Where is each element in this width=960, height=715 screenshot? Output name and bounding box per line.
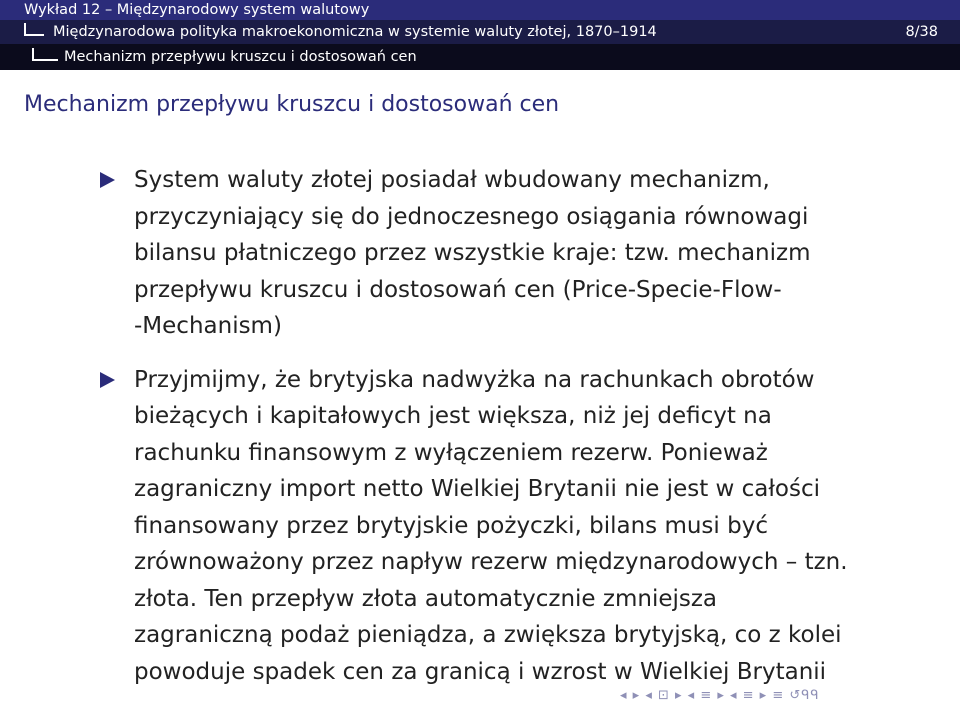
bullet-item [100,362,900,691]
bullet-list [100,162,900,707]
page-number: 8/38 [905,24,938,40]
bullet-line: Przyjmijmy, że brytyjska nadwyżka na rachunkach obrotów [134,366,815,393]
bullet-arrow-icon [100,172,115,188]
bullet-line: przepływu kruszcu i dostosowań cen (Price-Specie-Flow- [134,276,782,303]
header-section-title: Wykład 12 – Międzynarodowy system walutowy [24,2,370,18]
tree-hook-icon [32,48,58,61]
header-subsubsection-title: Mechanizm przepływu kruszcu i dostosowań cen [64,49,417,65]
bullet-line: zagraniczną podaż pieniądza, a zwiększa brytyjską, co z kolei [134,622,842,648]
bullet-line: System waluty złotej posiadał wbudowany mechanizm, [134,167,770,193]
bullet-line: złota. Ten przepływ złota automatycznie zmniejsza [134,585,718,612]
bullet-line: bilansu płatniczego przez wszystkie kraje: tzw. mechanizm [134,240,811,266]
header-subsection-bar [0,20,960,44]
bullet-line: zrównoważony przez napływ rezerw międzynarodowych – tzn. [134,549,848,575]
header-subsubsection-bar [0,44,960,70]
bullet-line: powoduje spadek cen za granicą i wzrost w Wielkiej Brytanii [134,658,827,685]
bullet-line: bieżących i kapitałowych jest większa, niż jej deficyt na [134,403,772,429]
bullet-line: rachunku finansowym z wyłączeniem rezerw. Ponieważ [134,439,768,466]
header-subsection-title: Międzynarodowa polityka makroekonomiczna w systemie waluty złotej, 1870–1914 [53,24,657,40]
bullet-line: -Mechanism) [134,313,282,339]
header-section-bar [0,0,960,20]
bullet-line: przyczyniający się do jednoczesnego osiągania równowagi [134,203,809,230]
navigation-symbols[interactable]: ◂ ▸ ◂ ⊡ ▸ ◂ ≡ ▸ ◂ ≡ ▸ ≡ ↺ᑫᑫ [620,688,820,703]
bullet-line: finansowany przez brytyjskie pożyczki, bilans musi być [134,512,768,539]
slide-title: Mechanizm przepływu kruszcu i dostosowań cen [24,92,560,117]
bullet-line: zagraniczny import netto Wielkiej Brytanii nie jest w całości [134,476,821,502]
tree-hook-icon [24,23,44,36]
bullet-item [100,162,900,345]
bullet-arrow-icon [100,372,115,388]
